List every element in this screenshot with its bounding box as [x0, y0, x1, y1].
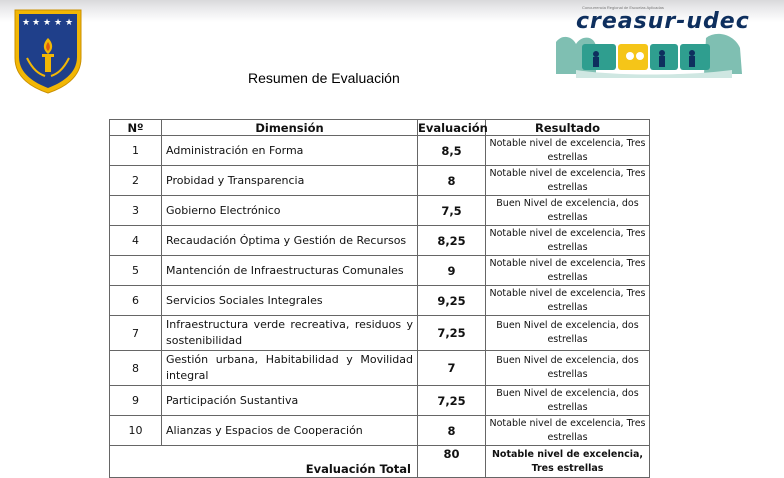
table-row [110, 351, 650, 386]
svg-text:★: ★ [54, 18, 63, 28]
table-row [110, 256, 650, 286]
row-number: 10 [110, 416, 162, 446]
table-row [110, 416, 650, 446]
svg-text:★: ★ [32, 18, 41, 28]
row-result: Notable nivel de excelencia, Tres estrellas [486, 226, 650, 256]
row-number: 9 [110, 386, 162, 416]
row-dimension: Gobierno Electrónico [162, 196, 418, 226]
row-dimension: Probidad y Transparencia [162, 166, 418, 196]
header-result: Resultado [486, 120, 650, 136]
row-result: Buen Nivel de excelencia, dos estrellas [486, 316, 650, 351]
row-score: 9 [418, 256, 486, 286]
row-dimension: Servicios Sociales Integrales [162, 286, 418, 316]
row-dimension: Recaudación Óptima y Gestión de Recursos [162, 226, 418, 256]
row-result: Buen Nivel de excelencia, dos estrellas [486, 196, 650, 226]
row-number: 2 [110, 166, 162, 196]
svg-text:★: ★ [22, 18, 31, 28]
row-number: 3 [110, 196, 162, 226]
row-score: 7 [418, 351, 486, 386]
total-label: Evaluación Total [110, 446, 418, 478]
table-row [110, 226, 650, 256]
evaluation-table [109, 119, 650, 478]
row-result: Buen Nivel de excelencia, dos estrellas [486, 351, 650, 386]
row-score: 9,25 [418, 286, 486, 316]
total-result: Notable nivel de excelencia, Tres estrellas [486, 446, 650, 478]
table-row [110, 166, 650, 196]
row-number: 4 [110, 226, 162, 256]
row-score: 7,5 [418, 196, 486, 226]
row-dimension: Alianzas y Espacios de Cooperación [162, 416, 418, 446]
row-number: 5 [110, 256, 162, 286]
row-dimension: Infraestructura verde recreativa, residuos y sostenibilidad [162, 316, 418, 351]
row-dimension: Administración en Forma [162, 136, 418, 166]
svg-text:★: ★ [65, 18, 74, 28]
row-score: 7,25 [418, 316, 486, 351]
row-result: Notable nivel de excelencia, Tres estrellas [486, 166, 650, 196]
total-score: 80 [418, 446, 486, 478]
svg-text:★: ★ [43, 18, 52, 28]
total-row [110, 446, 650, 478]
row-number: 8 [110, 351, 162, 386]
university-shield-logo [13, 8, 83, 94]
row-score: 8 [418, 166, 486, 196]
table-row [110, 286, 650, 316]
row-score: 8 [418, 416, 486, 446]
row-score: 8,25 [418, 226, 486, 256]
row-dimension: Mantención de Infraestructuras Comunales [162, 256, 418, 286]
table-header-row [110, 120, 650, 136]
header-dimension: Dimensión [162, 120, 418, 136]
row-result: Notable nivel de excelencia, Tres estrellas [486, 286, 650, 316]
row-score: 8,5 [418, 136, 486, 166]
page-title: Resumen de Evaluación [248, 70, 400, 86]
header-number: Nº [110, 120, 162, 136]
row-result: Notable nivel de excelencia, Tres estrellas [486, 256, 650, 286]
table-row [110, 316, 650, 351]
row-score: 7,25 [418, 386, 486, 416]
brand-name: creasur-udec [576, 9, 750, 34]
table-row [110, 196, 650, 226]
table-row [110, 136, 650, 166]
header-evaluation: Evaluación [418, 120, 488, 135]
row-dimension: Gestión urbana, Habitabilidad y Movilidad integral [162, 351, 418, 386]
row-number: 6 [110, 286, 162, 316]
table-row [110, 386, 650, 416]
row-result: Notable nivel de excelencia, Tres estrellas [486, 136, 650, 166]
row-number: 1 [110, 136, 162, 166]
brand-tagline: Concurrencia Regional de Escuelas Aplicadas [582, 5, 664, 10]
row-result: Buen Nivel de excelencia, dos estrellas [486, 386, 650, 416]
row-number: 7 [110, 316, 162, 351]
row-dimension: Participación Sustantiva [162, 386, 418, 416]
row-result: Notable nivel de excelencia, Tres estrellas [486, 416, 650, 446]
